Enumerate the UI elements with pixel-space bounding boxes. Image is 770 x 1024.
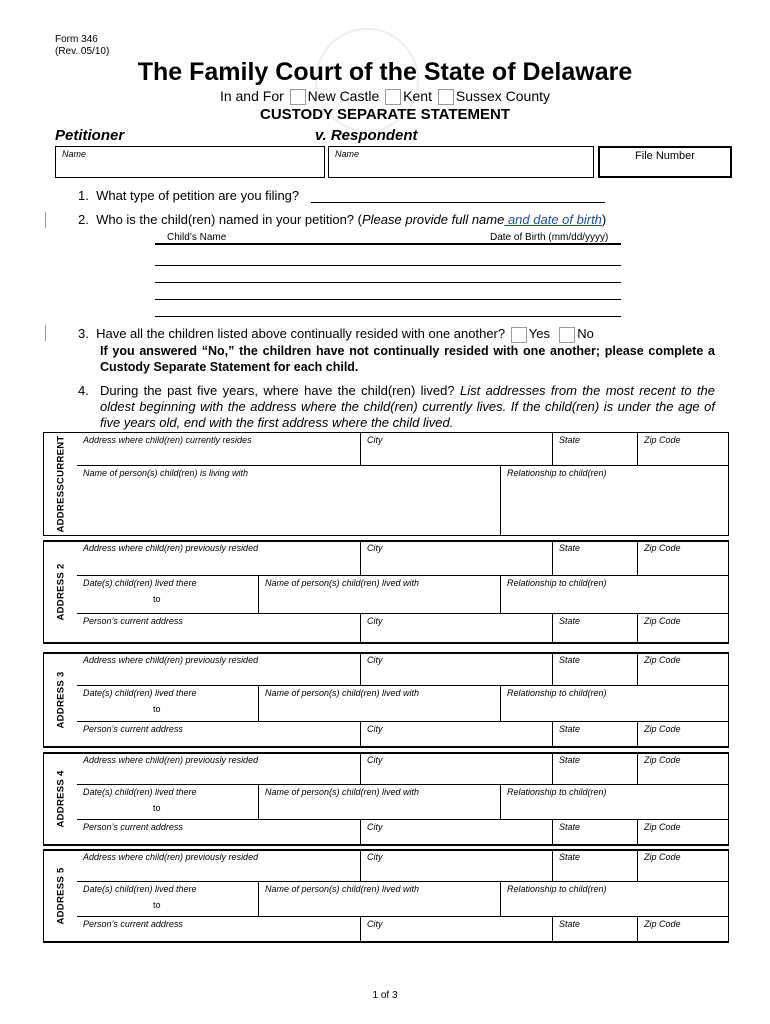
to-label: to <box>153 704 161 714</box>
field-label: Name of person(s) child(ren) lived with <box>265 688 420 698</box>
question-4 <box>100 383 715 431</box>
respondent-name-field[interactable] <box>328 146 594 178</box>
form-subtitle: CUSTODY SEPARATE STATEMENT <box>259 106 511 123</box>
prev-address-field[interactable] <box>77 752 360 784</box>
address-4-sidebar <box>43 752 77 846</box>
prev-persons-field[interactable] <box>258 784 500 819</box>
field-label: Relationship to child(ren) <box>507 787 607 797</box>
prev-dates-field[interactable] <box>77 575 258 613</box>
field-label: State <box>559 655 581 665</box>
new-castle-label: New Castle <box>307 88 380 104</box>
field-label: Zip Code <box>644 755 681 765</box>
respondent-heading: v. Respondent <box>315 127 418 144</box>
person-city-field[interactable] <box>360 613 552 644</box>
person-current-address-field[interactable] <box>77 613 360 644</box>
field-label: Zip Code <box>644 724 681 734</box>
prev-state-field[interactable] <box>552 540 637 575</box>
field-label: Person’s current address <box>83 616 183 626</box>
prev-persons-field[interactable] <box>258 685 500 721</box>
prev-zip-field[interactable] <box>637 540 729 575</box>
field-label: Zip Code <box>644 616 681 626</box>
field-label: Address where child(ren) previously resided <box>83 755 259 765</box>
prev-state-field[interactable] <box>552 652 637 685</box>
field-label: City <box>367 919 383 929</box>
person-state-field[interactable] <box>552 613 637 644</box>
field-label: City <box>367 724 383 734</box>
person-state-field[interactable] <box>552 916 637 943</box>
address-2-sidebar <box>43 540 77 644</box>
prev-dates-field[interactable] <box>77 685 258 721</box>
kent-checkbox[interactable] <box>385 89 401 105</box>
field-label: Address where child(ren) previously resided <box>83 543 259 553</box>
petitioner-heading: Petitioner <box>55 127 125 144</box>
current-address-side-label: ADDRESSCURRENT <box>55 435 66 533</box>
to-label: to <box>153 900 161 910</box>
current-persons-label: Name of person(s) child(ren) is living with <box>83 468 249 478</box>
county-prefix: In and For <box>219 88 284 104</box>
current-address-field[interactable] <box>77 432 360 465</box>
q3-text: Have all the children listed above continually resided with one another? <box>96 326 506 341</box>
field-label: State <box>559 755 581 765</box>
yes-label: Yes <box>528 326 550 341</box>
dob-label: Date of Birth (mm/dd/yyyy) <box>490 232 609 243</box>
field-label: Date(s) child(ren) lived there <box>83 787 197 797</box>
person-current-address-field[interactable] <box>77 721 360 748</box>
margin-mark <box>45 212 46 228</box>
no-label: No <box>577 326 594 341</box>
current-address-grid <box>77 432 729 536</box>
prev-state-field[interactable] <box>552 849 637 881</box>
q4-instructions: List addresses from the most recent to the oldest beginning with the address where the child(ren) currently lives. If the child(ren) is under the age of five years old, end with the first address where the child lived. <box>100 383 715 430</box>
new-castle-checkbox[interactable] <box>290 89 306 105</box>
field-label: State <box>559 724 581 734</box>
field-label: Date(s) child(ren) lived there <box>83 884 197 894</box>
no-checkbox[interactable] <box>559 327 575 343</box>
prev-persons-field[interactable] <box>258 575 500 613</box>
prev-persons-field[interactable] <box>258 881 500 916</box>
address-5-grid <box>77 849 729 943</box>
field-label: Name of person(s) child(ren) lived with <box>265 578 420 588</box>
field-label: Zip Code <box>644 543 681 553</box>
question-3 <box>78 326 718 343</box>
q4-text: During the past five years, where have the child(ren) lived? <box>100 383 455 398</box>
prev-address-field[interactable] <box>77 849 360 881</box>
prev-city-field[interactable] <box>360 540 552 575</box>
field-label: Person’s current address <box>83 919 183 929</box>
form-number <box>55 34 109 58</box>
petitioner-name-field[interactable] <box>55 146 325 178</box>
prev-relationship-field[interactable] <box>500 685 729 721</box>
field-label: City <box>367 616 383 626</box>
current-relationship-label: Relationship to child(ren) <box>507 468 607 478</box>
prev-state-field[interactable] <box>552 752 637 784</box>
person-state-field[interactable] <box>552 819 637 846</box>
current-relationship-field[interactable] <box>500 465 729 536</box>
field-label: City <box>367 655 383 665</box>
person-city-field[interactable] <box>360 721 552 748</box>
current-address-label: Address where child(ren) currently resides <box>83 435 252 445</box>
q1-answer-line[interactable] <box>311 202 605 203</box>
child-header-line <box>155 243 621 245</box>
to-label: to <box>153 803 161 813</box>
field-label: Relationship to child(ren) <box>507 884 607 894</box>
address-2-grid <box>77 540 729 644</box>
address-side-label: ADDRESS 5 <box>55 867 66 925</box>
prev-zip-field[interactable] <box>637 849 729 881</box>
child-line-3[interactable] <box>155 299 621 300</box>
field-label: State <box>559 822 581 832</box>
field-label: Name of person(s) child(ren) lived with <box>265 884 420 894</box>
person-city-field[interactable] <box>360 819 552 846</box>
prev-relationship-field[interactable] <box>500 881 729 916</box>
person-zip-field[interactable] <box>637 916 729 943</box>
kent-label: Kent <box>403 88 432 104</box>
current-zip-label: Zip Code <box>644 435 681 445</box>
person-current-address-field[interactable] <box>77 819 360 846</box>
person-zip-field[interactable] <box>637 721 729 748</box>
field-label: Date(s) child(ren) lived there <box>83 578 197 588</box>
current-persons-field[interactable] <box>77 465 500 536</box>
q2-close: ) <box>601 212 607 227</box>
q3-instructions: If you answered “No,” the children have not continually resided with one another; please complete a Custody Separate Statement for each child. <box>100 344 715 374</box>
person-current-address-field[interactable] <box>77 916 360 943</box>
field-label: Zip Code <box>644 919 681 929</box>
petitioner-name-label: Name <box>62 149 87 159</box>
prev-address-field[interactable] <box>77 540 360 575</box>
field-label: City <box>367 543 383 553</box>
field-label: Person’s current address <box>83 822 183 832</box>
page-number: 1 of 3 <box>372 990 398 1001</box>
question-2 <box>78 212 606 227</box>
field-label: Date(s) child(ren) lived there <box>83 688 197 698</box>
current-state-label: State <box>559 435 581 445</box>
file-number-field[interactable] <box>598 146 732 178</box>
address-3-grid <box>77 652 729 748</box>
address-side-label: ADDRESS 3 <box>55 671 66 729</box>
page-title: The Family Court of the State of Delaware <box>137 58 633 86</box>
current-address-sidebar <box>43 432 77 536</box>
prev-dates-field[interactable] <box>77 784 258 819</box>
q4-number: 4. <box>78 383 89 398</box>
field-label: State <box>559 543 581 553</box>
yes-checkbox[interactable] <box>511 327 527 343</box>
q1-number: 1. <box>78 188 89 203</box>
field-label: Address where child(ren) previously resided <box>83 655 259 665</box>
address-3-sidebar <box>43 652 77 748</box>
person-zip-field[interactable] <box>637 613 729 644</box>
childs-name-label: Child’s Name <box>167 232 227 243</box>
field-label: Relationship to child(ren) <box>507 688 607 698</box>
address-side-label: ADDRESS 4 <box>55 770 66 828</box>
q2-italic: Please provide full name <box>361 212 505 227</box>
field-label: Person’s current address <box>83 724 183 734</box>
address-4-grid <box>77 752 729 846</box>
person-zip-field[interactable] <box>637 819 729 846</box>
prev-relationship-field[interactable] <box>500 784 729 819</box>
q1-text: What type of petition are you filing? <box>96 188 300 203</box>
sussex-label: Sussex County <box>455 88 551 104</box>
field-label: Zip Code <box>644 822 681 832</box>
q2-text: Who is the child(ren) named in your petition? ( <box>96 212 362 227</box>
field-label: State <box>559 919 581 929</box>
county-selector <box>0 88 770 105</box>
field-label: Zip Code <box>644 852 681 862</box>
field-label: City <box>367 755 383 765</box>
prev-zip-field[interactable] <box>637 652 729 685</box>
q2-number: 2. <box>78 212 89 227</box>
q2-link-text: and date of birth <box>504 212 602 227</box>
field-label: Zip Code <box>644 655 681 665</box>
prev-dates-field[interactable] <box>77 881 258 916</box>
q3-number: 3. <box>78 326 89 341</box>
current-city-field[interactable] <box>360 432 552 465</box>
field-label: Name of person(s) child(ren) lived with <box>265 787 420 797</box>
form-number-text: Form 346 <box>55 34 98 45</box>
field-label: City <box>367 822 383 832</box>
question-1 <box>78 188 299 203</box>
prev-relationship-field[interactable] <box>500 575 729 613</box>
to-label: to <box>153 594 161 604</box>
field-label: State <box>559 616 581 626</box>
field-label: Relationship to child(ren) <box>507 578 607 588</box>
field-label: State <box>559 852 581 862</box>
prev-zip-field[interactable] <box>637 752 729 784</box>
address-side-label: ADDRESS 2 <box>55 563 66 621</box>
address-5-sidebar <box>43 849 77 943</box>
form-revision: (Rev. 05/10) <box>55 46 110 57</box>
field-label: Address where child(ren) previously resided <box>83 852 259 862</box>
prev-city-field[interactable] <box>360 849 552 881</box>
field-label: City <box>367 852 383 862</box>
child-line-4[interactable] <box>155 316 621 317</box>
file-number-label: File Number <box>635 150 695 162</box>
child-line-2[interactable] <box>155 282 621 283</box>
current-state-field[interactable] <box>552 432 637 465</box>
respondent-name-label: Name <box>335 149 360 159</box>
prev-address-field[interactable] <box>77 652 360 685</box>
current-zip-field[interactable] <box>637 432 729 465</box>
sussex-checkbox[interactable] <box>438 89 454 105</box>
margin-mark-2 <box>45 325 46 341</box>
prev-city-field[interactable] <box>360 752 552 784</box>
prev-city-field[interactable] <box>360 652 552 685</box>
child-line-1[interactable] <box>155 265 621 266</box>
person-state-field[interactable] <box>552 721 637 748</box>
current-city-label: City <box>367 435 383 445</box>
person-city-field[interactable] <box>360 916 552 943</box>
